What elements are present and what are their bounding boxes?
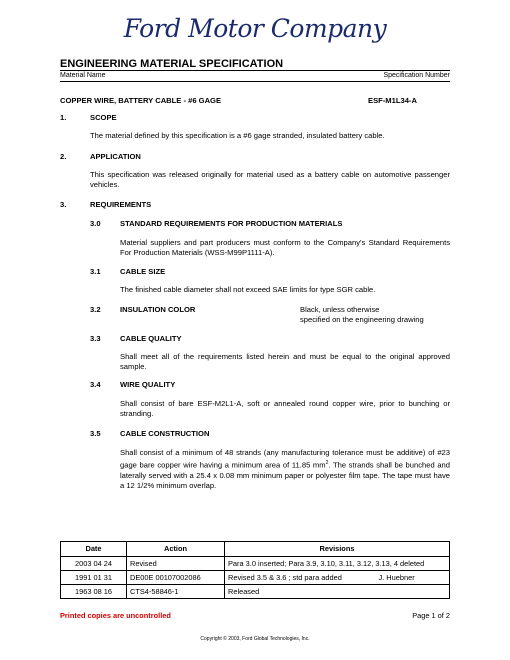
table-row — [61, 571, 450, 585]
section-3-0-number: 3.0 — [90, 219, 101, 228]
section-3-4-text: Shall consist of bare ESF-M2L1-A, soft or annealed round copper wire, prior to bunching or stranding. — [120, 399, 450, 419]
section-3-title: REQUIREMENTS — [90, 200, 152, 209]
row-revision-text: Revised 3.5 & 3.6 ; std para added — [228, 573, 342, 582]
title-rule — [60, 70, 450, 71]
section-3-4-number: 3.4 — [90, 380, 101, 389]
section-3-3-text: Shall meet all of the requirements listed herein and must be equal to the original approved sample. — [120, 352, 450, 372]
section-2-text: This specification was released originally for material used as a battery cable on automotive passenger vehicles. — [90, 170, 450, 190]
section-1-title: SCOPE — [90, 113, 117, 122]
header-rule — [60, 81, 450, 82]
section-3-1-text: The finished cable diameter shall not exceed SAE limits for type SGR cable. — [120, 285, 376, 294]
section-3-4-title: WIRE QUALITY — [120, 380, 176, 389]
section-3-number: 3. — [60, 200, 67, 209]
revision-table — [60, 541, 450, 599]
row-date: 1963 08 16 — [61, 585, 127, 599]
document-title: ENGINEERING MATERIAL SPECIFICATION — [60, 58, 284, 70]
section-3-2-text-line2: specified on the engineering drawing — [300, 315, 424, 324]
header-action: Action — [127, 542, 225, 557]
section-3-3-number: 3.3 — [90, 334, 101, 343]
row-revision — [225, 571, 450, 585]
section-2-title: APPLICATION — [90, 152, 141, 161]
row-action: Revised — [127, 557, 225, 571]
spec-number-label: Specification Number — [383, 72, 450, 79]
section-3-2-number: 3.2 — [90, 305, 101, 314]
section-3-5-number: 3.5 — [90, 429, 101, 438]
header-date: Date — [61, 542, 127, 557]
section-1-number: 1. — [60, 113, 67, 122]
row-revision: Para 3.0 inserted; Para 3.9, 3.10, 3.11, 3.12, 3.13, 4 deleted — [225, 557, 450, 571]
header-revisions: Revisions — [225, 542, 450, 557]
section-3-0-title: STANDARD REQUIREMENTS FOR PRODUCTION MATERIALS — [120, 219, 343, 228]
section-3-5-text-b: . The strands shall be bunched and laterally served with a 25.4 x 0.08 mm minimum paper or polyester film tape. The tape must have a 12 1/2% minimum overlap. — [120, 460, 450, 491]
row-action: DE00E 00107002086 — [127, 571, 225, 585]
section-2-number: 2. — [60, 152, 67, 161]
ford-logo: Ford Motor Company — [123, 14, 387, 43]
page-number: Page 1 of 2 — [412, 611, 450, 620]
row-date: 1991 01 31 — [61, 571, 127, 585]
section-1-text: The material defined by this specification is a #6 gage stranded, insulated battery cable. — [90, 131, 385, 140]
material-name: COPPER WIRE, BATTERY CABLE - #6 GAGE — [60, 96, 222, 105]
section-3-5-title: CABLE CONSTRUCTION — [120, 429, 210, 438]
section-3-5-superscript: 2 — [325, 460, 329, 467]
revision-table-header — [61, 542, 450, 557]
section-3-2-text-line1: Black, unless otherwise — [300, 305, 380, 314]
section-3-3-title: CABLE QUALITY — [120, 334, 182, 343]
section-3-1-number: 3.1 — [90, 267, 101, 276]
row-action: CTS4-58846-1 — [127, 585, 225, 599]
section-3-1-title: CABLE SIZE — [120, 267, 166, 276]
material-name-label: Material Name — [60, 72, 106, 79]
spec-number: ESF-M1L34-A — [368, 96, 417, 105]
section-3-5-text — [120, 448, 450, 492]
table-row — [61, 585, 450, 599]
section-3-5-text-a: Shall consist of a minimum of 48 strands (any manufacturing tolerance must be additive) of #23 gage bare copper wire having a minimum area of 11.85 mm — [120, 448, 450, 470]
copyright: Copyright © 2003, Ford Global Technologies, Inc. — [200, 636, 310, 642]
section-3-2-title: INSULATION COLOR — [120, 305, 196, 314]
row-revision: Released — [225, 585, 450, 599]
row-revision-by: J. Huebner — [378, 573, 415, 582]
uncontrolled-notice: Printed copies are uncontrolled — [60, 611, 171, 620]
table-row — [61, 557, 450, 571]
section-3-0-text: Material suppliers and part producers must conform to the Company's Standard Requirements For Production Materials (WSS-M99P1111-A). — [120, 238, 450, 258]
row-date: 2003 04 24 — [61, 557, 127, 571]
